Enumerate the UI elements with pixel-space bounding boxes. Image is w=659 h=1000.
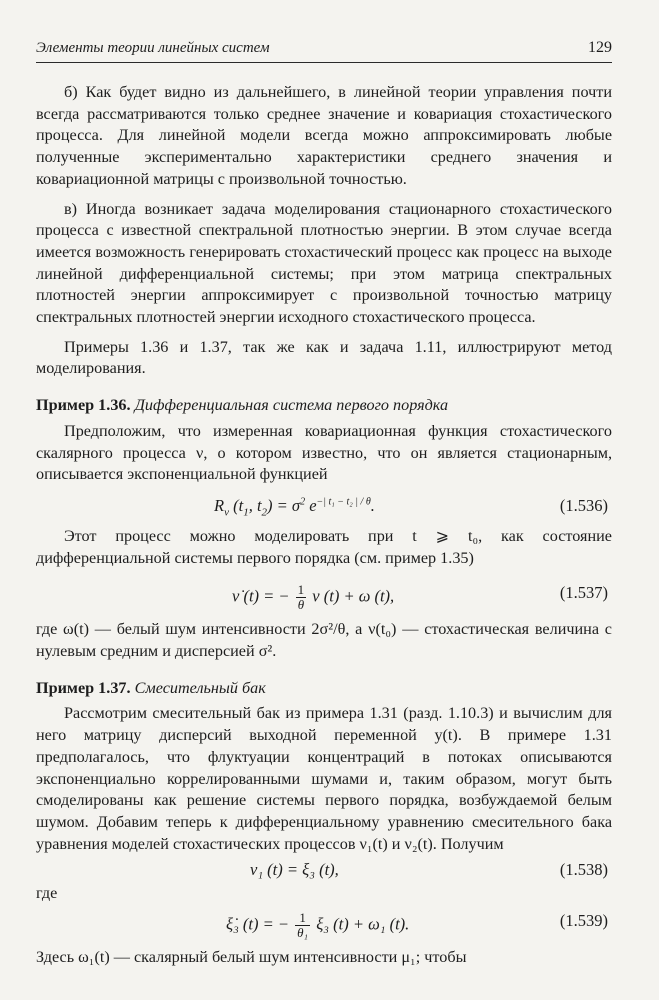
equation-1-539-formula [226,911,409,940]
page-body [36,82,612,969]
eq-536-arg2: , t [248,495,262,515]
eq-536-arg1-sub: 1 [243,506,249,519]
example-137-paragraph-1: Рассмотрим смесительный бак из примера 1.31 (разд. 1.10.3) и вычислим для него матрицу дисперсий выходной переменной y(t). В примере 1.31 предполагалось, что флуктуации концентраций в потоках описываются экспоненциально коррелированными шумами и, таким образом, могут быть смоделированы как решение системы первого порядка, возбуждаемой белым шумом. Добавим теперь к дифференциальному уравнению смесительного бака уравнения моделей стохастических процессов ν₁(t) и ν₂(t). Получим [36,704,612,853]
where-word: где [36,884,58,903]
eq-539-lhs: ξ̇₃ (t) = − [226,914,290,934]
example-136-paragraph-2: Этот процесс можно моделировать при t ⩾ t₀, как состояние дифференциальной системы первого порядка (см. пример 1.35) [36,526,612,567]
eq-536-r-sub: ν [224,506,229,519]
example-136-paragraph-3: где ω(t) — белый шум интенсивности 2σ²/θ, а ν(t₀) — стохастическая величина с нулевым средним и дисперсией σ². [36,620,612,661]
example-136-heading [36,395,612,417]
paragraph-v: в) Иногда возникает задача моделирования стационарного стохастического процесса с известной спектральной плотностью энергии. В этом случае всегда имеется возможность генерировать стохастический процесс как процесс на выходе линейной дифференциальной системы; при этом матрица спектральных плотностей энергии аппроксимирует с произвольной точностью матрицу спектральных плотностей энергии исходного стохастического процесса. [36,199,612,327]
page-number: 129 [588,39,612,56]
equation-number-1-537: (1.537) [559,583,608,603]
equation-1-536 [36,490,612,520]
eq-536-rhs: ) = σ [267,495,301,515]
page-header [36,36,612,63]
example-137-label: Пример 1.37. [36,678,131,697]
eq-537-frac-num: 1 [297,582,305,598]
example-137-paragraph-2: Здесь ω₁(t) — скалярный белый шум интенсивности μ₁; чтобы [36,948,467,967]
equation-number-1-538: (1.538) [559,860,608,880]
equation-number-1-539: (1.539) [559,911,608,931]
eq-537-lhs: ν̇ (t) = − [232,586,290,606]
eq-537-rhs: ν (t) + ω (t), [312,586,395,606]
running-title: Элементы теории линейных систем [36,40,270,56]
example-137-heading [36,678,612,700]
eq-537-fraction [296,583,307,612]
eq-536-dot: . [370,495,375,515]
example-136-label: Пример 1.36. [36,396,131,415]
eq-536-power: 2 [300,496,306,508]
example-137-title: Смесительный бак [134,678,266,697]
eq-539-fraction [295,911,310,940]
equation-1-537 [36,573,612,613]
paragraph-b: б) Как будет видно из дальнейшего, в линейной теории управления почти всегда рассматриваются только среднее значение и ковариация стохастического процесса. Для линейной модели всегда можно аппроксимировать любые полученные экспериментально характеристики среднего значения и ковариационной матрицы с произвольной точностью. [36,83,612,188]
eq-536-arg-open: (t [233,495,244,515]
eq-539-rhs: ξ₃ (t) + ω₁ (t). [316,914,410,934]
eq-536-exponent: −| t₁ − t₂ | / θ [316,496,371,508]
eq-537-frac-den: θ [297,597,305,613]
equation-1-537-formula [232,583,394,612]
equation-1-539 [36,901,612,941]
example-136-title: Дифференциальная система первого порядка [134,396,449,415]
eq-536-arg2-sub: 2 [261,506,268,519]
equation-1-538 [36,857,612,883]
paragraph-examples: Примеры 1.36 и 1.37, так же как и задача 1.11, иллюстрируют метод моделирования. [36,337,612,378]
example-136-paragraph-1: Предположим, что измеренная ковариационная функция стохастического скалярного процесса ν, о котором известно, что он является стационарным, описывается экспоненциальной функцией [36,421,612,484]
equation-1-536-formula [214,496,375,518]
eq-539-frac-num: 1 [295,911,310,926]
equation-1-538-formula: ν₁ (t) = ξ₃ (t), [250,860,339,880]
eq-539-frac-den: θ₁ [297,925,309,941]
eq-536-r: R [214,495,225,515]
eq-536-exp-base: e [305,495,317,515]
equation-number-1-536: (1.536) [559,495,608,515]
